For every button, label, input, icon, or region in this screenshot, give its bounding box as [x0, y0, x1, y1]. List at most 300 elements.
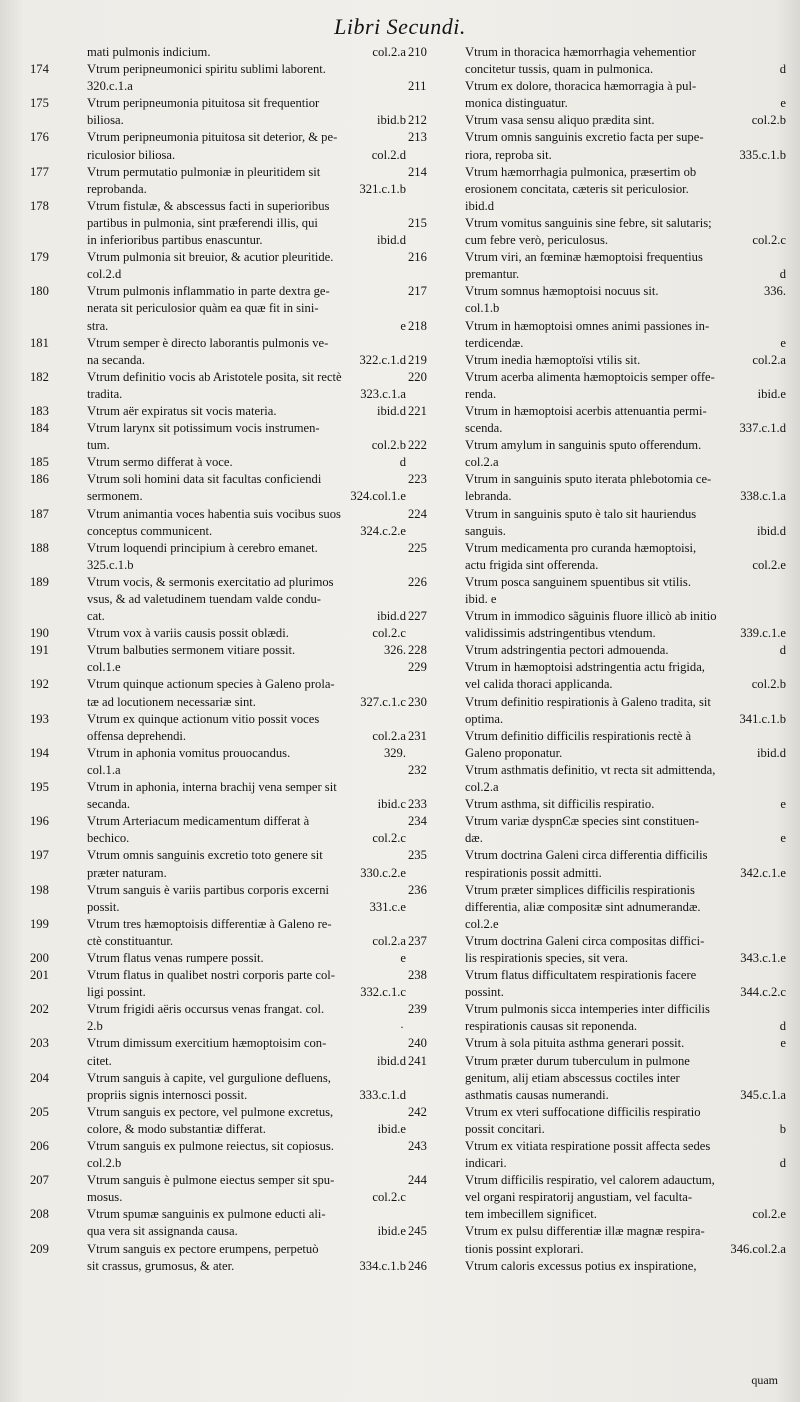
index-entry [30, 198, 406, 249]
entry-text: Vtrum vasa sensu aliquo prædita sint. [465, 113, 655, 128]
entry-number: 180 [30, 284, 49, 299]
index-entry [30, 61, 406, 95]
page-reference: col.2.b [751, 677, 786, 692]
index-entry [408, 608, 786, 642]
entry-text: Vtrum vocis, & sermonis exercitatio ad plurimos [87, 574, 334, 589]
entry-line [87, 899, 406, 916]
entry-line [87, 61, 406, 78]
index-entry [408, 796, 786, 813]
entry-text: Vtrum vox à variis causis possit oblædi. [87, 626, 289, 641]
index-entry [408, 967, 786, 1001]
entry-line [87, 44, 406, 61]
entry-line [465, 129, 786, 146]
entry-number: 181 [30, 335, 49, 350]
entry-line [87, 830, 406, 847]
entry-line [465, 933, 786, 950]
page-reference: 322.c.1.d [359, 352, 406, 367]
entry-number: 205 [30, 1104, 49, 1119]
index-entry [30, 745, 406, 779]
entry-line [465, 471, 786, 488]
entry-text: genitum, alij etiam abscessus coctiles inter [465, 1070, 680, 1085]
entry-text: ligi possint. [87, 985, 146, 1000]
entry-text: Vtrum flatus in qualibet nostri corporis parte col- [87, 968, 335, 983]
entry-line [465, 1172, 786, 1189]
entry-text: dæ. [465, 831, 483, 846]
entry-line [87, 574, 406, 591]
entry-line [87, 1087, 406, 1104]
entry-number: 188 [30, 540, 49, 555]
entry-line [87, 1189, 406, 1206]
page-reference: col.2.a [372, 933, 406, 948]
entry-number: 238 [408, 968, 427, 983]
entry-line [87, 711, 406, 728]
entry-line [87, 232, 406, 249]
index-entry [408, 437, 786, 471]
page-reference: 344.c.2.c [740, 985, 786, 1000]
entry-line [465, 659, 786, 676]
entry-line [87, 112, 406, 129]
entry-text: nerata sit periculosior quàm ea quæ fit in sini- [87, 301, 319, 316]
entry-text: Vtrum aër expiratus sit vocis materia. [87, 403, 277, 418]
entry-text: scenda. [465, 421, 503, 436]
page-reference: col.2.c [372, 626, 406, 641]
ink-mark: · [400, 1020, 404, 1034]
entry-text: Vtrum sanguis è pulmone eiectus semper sit spu- [87, 1173, 335, 1188]
entry-number: 234 [408, 814, 427, 829]
entry-line [465, 642, 786, 659]
entry-line [465, 1189, 786, 1206]
entry-line [87, 1172, 406, 1189]
page-reference: 324.c.2.e [360, 523, 406, 538]
entry-text: Galeno proponatur. [465, 745, 563, 760]
entry-number: 203 [30, 1036, 49, 1051]
entry-text: Vtrum flatus venas rumpere possit. [87, 950, 264, 965]
entry-line [465, 335, 786, 352]
entry-text: 320.c.1.a [87, 79, 133, 94]
page-reference: 341.c.1.b [739, 711, 786, 726]
entry-number: 202 [30, 1002, 49, 1017]
entry-text: terdicendæ. [465, 335, 524, 350]
entry-line [465, 779, 786, 796]
index-entry [408, 813, 786, 847]
index-entry [408, 694, 786, 728]
entry-text: col.2.a [465, 780, 499, 795]
entry-number: 207 [30, 1173, 49, 1188]
index-entry [30, 642, 406, 676]
entry-text: mosus. [87, 1190, 123, 1205]
entry-line [87, 1155, 406, 1172]
entry-number: 233 [408, 797, 427, 812]
entry-text: possit concitari. [465, 1121, 545, 1136]
entry-number: 231 [408, 728, 427, 743]
entry-line [87, 386, 406, 403]
entry-number: 190 [30, 626, 49, 641]
index-entry [408, 44, 786, 78]
entry-number: 178 [30, 198, 49, 213]
entry-line [465, 745, 786, 762]
index-entry [30, 1070, 406, 1104]
index-entry [30, 1001, 406, 1035]
entry-text: Vtrum in sanguinis sputo è talo sit hauriendus [465, 506, 697, 521]
entry-number: 192 [30, 677, 49, 692]
entry-line [87, 488, 406, 505]
index-entry [30, 420, 406, 454]
entry-number: 245 [408, 1224, 427, 1239]
entry-line [87, 1121, 406, 1138]
entry-text: tem imbecillem significet. [465, 1207, 597, 1222]
entry-text: vel organi respiratorij angustiam, vel faculta- [465, 1190, 693, 1205]
entry-line [465, 813, 786, 830]
index-entry [408, 1104, 786, 1138]
index-entry [30, 335, 406, 369]
entry-text: sanguis. [465, 523, 506, 538]
index-entry [408, 1138, 786, 1172]
entry-number: 196 [30, 814, 49, 829]
entry-number: 246 [408, 1258, 427, 1273]
entry-line [465, 352, 786, 369]
page-reference: 334.c.1.b [359, 1258, 406, 1273]
entry-text: Vtrum definitio vocis ab Aristotele posita, sit rectè [87, 369, 342, 384]
index-entry [30, 249, 406, 283]
entry-line [465, 984, 786, 1001]
entry-line [87, 676, 406, 693]
entry-text: Vtrum ex pulsu differentiæ illæ magnæ respira- [465, 1224, 705, 1239]
entry-line [465, 728, 786, 745]
entry-text: Vtrum in immodico sãguinis fluore illicò ab initio [465, 609, 717, 624]
entry-number: 220 [408, 369, 427, 384]
page-reference: 327.c.1.c [360, 694, 406, 709]
entry-text: præter naturam. [87, 865, 167, 880]
entry-line [87, 1018, 406, 1035]
entry-text: tionis possint explorari. [465, 1241, 584, 1256]
entry-line [87, 1258, 406, 1275]
entry-text: ibid.d [465, 198, 495, 213]
entry-text: Vtrum quinque actionum species à Galeno prola- [87, 677, 335, 692]
page-reference: ibid.e [377, 1224, 406, 1239]
entry-text: concitetur tussis, quam in pulmonica. [465, 62, 654, 77]
entry-line [465, 318, 786, 335]
entry-number: 237 [408, 933, 427, 948]
entry-text: propriis signis internosci possit. [87, 1087, 248, 1102]
index-entry [408, 1223, 786, 1257]
entry-text: Vtrum fistulæ, & abscessus facti in superioribus [87, 198, 330, 213]
index-entry [408, 78, 786, 112]
entry-text: na secanda. [87, 352, 146, 367]
entry-text: Vtrum tres hæmoptoisis differentiæ à Galeno re- [87, 916, 332, 931]
entry-text: Vtrum acerba alimenta hæmoptoicis semper offe- [465, 369, 715, 384]
entry-text: col.1.e [87, 660, 121, 675]
entry-number: 201 [30, 968, 49, 983]
index-entry [408, 1172, 786, 1223]
entry-number: 217 [408, 284, 427, 299]
entry-text: asthmatis causas numerandi. [465, 1087, 609, 1102]
page-reference: 343.c.1.e [740, 950, 786, 965]
page-reference: ibid.e [757, 386, 786, 401]
entry-text: actu frigida sint offerenda. [465, 557, 599, 572]
entry-text: possit. [87, 899, 120, 914]
index-entry [30, 625, 406, 642]
page-reference: 332.c.1.c [360, 985, 406, 1000]
entry-line [87, 1138, 406, 1155]
entry-text: Vtrum sermo differat à voce. [87, 455, 233, 470]
entry-number: 222 [408, 438, 427, 453]
entry-number: 193 [30, 711, 49, 726]
entry-line [87, 215, 406, 232]
entry-line [465, 694, 786, 711]
entry-line [465, 540, 786, 557]
entry-text: Vtrum pulmonia sit breuior, & acutior pleuritide. [87, 250, 334, 265]
page-reference: ibid.d [756, 745, 786, 760]
index-entry [30, 1172, 406, 1206]
entry-line [465, 967, 786, 984]
entry-line [87, 916, 406, 933]
entry-line [87, 369, 406, 386]
page-reference: 339.c.1.e [740, 626, 786, 641]
entry-text: in inferioribus partibus enascuntur. [87, 233, 263, 248]
entry-text: Vtrum adstringentia pectori admouenda. [465, 643, 669, 658]
entry-line [465, 865, 786, 882]
entry-line [87, 506, 406, 523]
index-entry [30, 129, 406, 163]
entry-line [465, 1001, 786, 1018]
index-entry [408, 574, 786, 608]
entry-number: 198 [30, 882, 49, 897]
page-reference: ibid.d [376, 403, 406, 418]
index-entry [30, 95, 406, 129]
index-entry [30, 454, 406, 471]
entry-text: offensa deprehendi. [87, 728, 187, 743]
entry-line [87, 300, 406, 317]
index-entry [408, 403, 786, 437]
entry-line [87, 1053, 406, 1070]
entry-line [465, 198, 786, 215]
entry-text: Vtrum Arteriacum medicamentum differat à [87, 814, 310, 829]
entry-line [465, 899, 786, 916]
index-entry [30, 1104, 406, 1138]
entry-number: 215 [408, 215, 427, 230]
entry-line [465, 762, 786, 779]
entry-text: respirationis possit admitti. [465, 865, 602, 880]
index-entry [30, 813, 406, 847]
page-reference: e [780, 96, 786, 111]
entry-line [87, 847, 406, 864]
entry-number: 225 [408, 540, 427, 555]
entry-text: Vtrum in hæmoptoisi omnes animi passiones in- [465, 318, 710, 333]
entry-text: Vtrum larynx sit potissimum vocis instrumen- [87, 421, 320, 436]
entry-text: Vtrum semper è directo laborantis pulmonis ve- [87, 335, 329, 350]
entry-line [87, 1001, 406, 1018]
entry-line [87, 147, 406, 164]
entry-text: Vtrum frigidi aëris occursus venas frangat. col. [87, 1002, 325, 1017]
entry-line [87, 745, 406, 762]
entry-number: 175 [30, 96, 49, 111]
entry-text: Vtrum in aphonia, interna brachij vena semper sit [87, 780, 337, 795]
entry-text: Vtrum sanguis ex pectore erumpens, perpetuò [87, 1241, 319, 1256]
entry-line [465, 78, 786, 95]
entry-line [87, 95, 406, 112]
entry-line [87, 78, 406, 95]
entry-text: Vtrum ex vteri suffocatione difficilis respiratio [465, 1104, 701, 1119]
index-entry [408, 506, 786, 540]
entry-line [465, 95, 786, 112]
page-reference: ibid.d [376, 609, 406, 624]
entry-text: Vtrum variæ dyspnϾæ species sint constituen- [465, 814, 700, 829]
entry-number: 221 [408, 403, 427, 418]
page-reference: ibid.e [377, 1121, 406, 1136]
entry-text: stra. [87, 318, 109, 333]
entry-text: monica distinguatur. [465, 96, 568, 111]
page-reference: 333.c.1.d [359, 1087, 406, 1102]
page-reference: 330.c.2.e [360, 865, 406, 880]
entry-text: Vtrum definitio respirationis à Galeno tradita, sit [465, 694, 711, 709]
page-reference: col.2.d [371, 147, 406, 162]
entry-line [465, 488, 786, 505]
page-reference: col.2.e [752, 557, 786, 572]
entry-number: 210 [408, 45, 427, 59]
entry-text: respirationis causas sit reponenda. [465, 1019, 638, 1034]
page-reference: d [779, 267, 786, 282]
page-reference: col.2.b [371, 438, 406, 453]
entry-text: ctè constituantur. [87, 933, 174, 948]
page-reference: 337.c.1.d [739, 421, 786, 436]
entry-line [465, 523, 786, 540]
entry-number: 204 [30, 1070, 49, 1085]
index-entry [30, 676, 406, 710]
entry-number: 216 [408, 250, 427, 265]
entry-number: 194 [30, 745, 49, 760]
entry-line [465, 1258, 786, 1275]
index-entry [30, 711, 406, 745]
entry-number: 176 [30, 130, 49, 145]
entry-text: 2.b [87, 1019, 103, 1034]
entry-number: 177 [30, 164, 49, 179]
index-entry [30, 1241, 406, 1275]
entry-number: 235 [408, 848, 427, 863]
page-reference: 338.c.1.a [740, 489, 786, 504]
entry-number: 191 [30, 643, 49, 658]
index-entry [408, 1258, 786, 1275]
entry-number: 226 [408, 574, 427, 589]
index-entry [408, 847, 786, 881]
entry-line [465, 61, 786, 78]
entry-text: ibid. e [465, 592, 497, 606]
page-reference: 326. [383, 643, 406, 658]
page-reference: 321.c.1.b [359, 181, 406, 196]
entry-number: 219 [408, 352, 427, 367]
entry-text: Vtrum omnis sanguinis excretio toto genere sit [87, 848, 323, 863]
page-reference: d [779, 62, 786, 77]
entry-line [87, 129, 406, 146]
index-entry [408, 762, 786, 796]
entry-number: 187 [30, 506, 49, 521]
index-entry [408, 659, 786, 693]
entry-number: 199 [30, 916, 49, 931]
index-entry [408, 369, 786, 403]
entry-line [87, 642, 406, 659]
entry-text: Vtrum posca sanguinem spuentibus sit vtilis. [465, 574, 691, 589]
entry-number: 230 [408, 694, 427, 709]
entry-text: riculosior biliosa. [87, 147, 176, 162]
page-reference: 324.col.1.e [350, 489, 406, 504]
entry-line [87, 1241, 406, 1258]
entry-line [465, 164, 786, 181]
page-reference: col.2.a [752, 352, 786, 367]
entry-text: Vtrum omnis sanguinis excretio facta per supe- [465, 130, 704, 145]
entry-text: Vtrum asthma, sit difficilis respiratio. [465, 797, 655, 812]
entry-line [465, 283, 786, 300]
entry-line [87, 198, 406, 215]
page-reference: 336. [763, 284, 786, 299]
index-entry [408, 1053, 786, 1104]
entry-text: Vtrum caloris excessus potius ex inspiratione, [465, 1258, 697, 1273]
entry-number: 227 [408, 609, 427, 624]
index-entry [30, 471, 406, 505]
entry-text: lebranda. [465, 489, 512, 504]
page-reference: d [779, 643, 786, 658]
entry-number: 224 [408, 506, 427, 521]
entry-line [87, 266, 406, 283]
entry-line [87, 181, 406, 198]
entry-text: Vtrum amylum in sanguinis sputo offerendum. [465, 438, 702, 453]
entry-line [87, 728, 406, 745]
index-entry [30, 1138, 406, 1172]
index-entry [408, 249, 786, 283]
entry-text: qua vera sit assignanda causa. [87, 1224, 238, 1239]
index-entry [30, 44, 406, 61]
entry-line [87, 454, 406, 471]
entry-text: citet. [87, 1053, 112, 1068]
index-entry [408, 1001, 786, 1035]
entry-line [465, 847, 786, 864]
catchword: quam [751, 1373, 778, 1387]
entry-text: Vtrum pulmonis sicca intemperies inter difficilis [465, 1002, 710, 1017]
entry-line [87, 471, 406, 488]
entry-text: Vtrum permutatio pulmoniæ in pleuritidem sit [87, 164, 321, 179]
page-reference: e [400, 318, 406, 333]
entry-text: Vtrum viri, an fœminæ hæmoptoisi frequentius [465, 250, 703, 265]
entry-line [465, 1053, 786, 1070]
entry-number: 241 [408, 1053, 427, 1068]
entry-line [87, 1070, 406, 1087]
entry-text: Vtrum ex quinque actionum vitio possit voces [87, 711, 320, 726]
index-entry [408, 283, 786, 317]
entry-text: Vtrum doctrina Galeni circa compositas diffici- [465, 933, 705, 948]
page-reference: b [779, 1121, 786, 1136]
entry-line [465, 1104, 786, 1121]
entry-line [87, 1223, 406, 1240]
entry-line [87, 437, 406, 454]
entry-line [465, 1018, 786, 1035]
entry-text: Vtrum peripneumonia pituitosa sit frequentior [87, 96, 320, 111]
index-entry [30, 1035, 406, 1069]
entry-text: Vtrum medicamenta pro curanda hæmoptoisi, [465, 540, 697, 555]
entry-text: cum febre verò, periculosus. [465, 233, 609, 248]
entry-number: 184 [30, 421, 49, 436]
entry-text: Vtrum in thoracica hæmorrhagia vehementior [465, 45, 696, 59]
page-reference: col.2.a [372, 728, 406, 743]
entry-line [465, 369, 786, 386]
entry-line [465, 557, 786, 574]
index-entry [30, 779, 406, 813]
entry-text: riora, reproba sit. [465, 147, 552, 162]
entry-line [87, 625, 406, 642]
entry-line [87, 608, 406, 625]
entry-text: Vtrum hæmorrhagia pulmonica, præsertim ob [465, 164, 697, 179]
index-entry [408, 215, 786, 249]
entry-text: erosionem concitata, cæteris sit periculosior. [465, 181, 689, 196]
entry-line [87, 352, 406, 369]
entry-text: conceptus communicent. [87, 523, 213, 538]
